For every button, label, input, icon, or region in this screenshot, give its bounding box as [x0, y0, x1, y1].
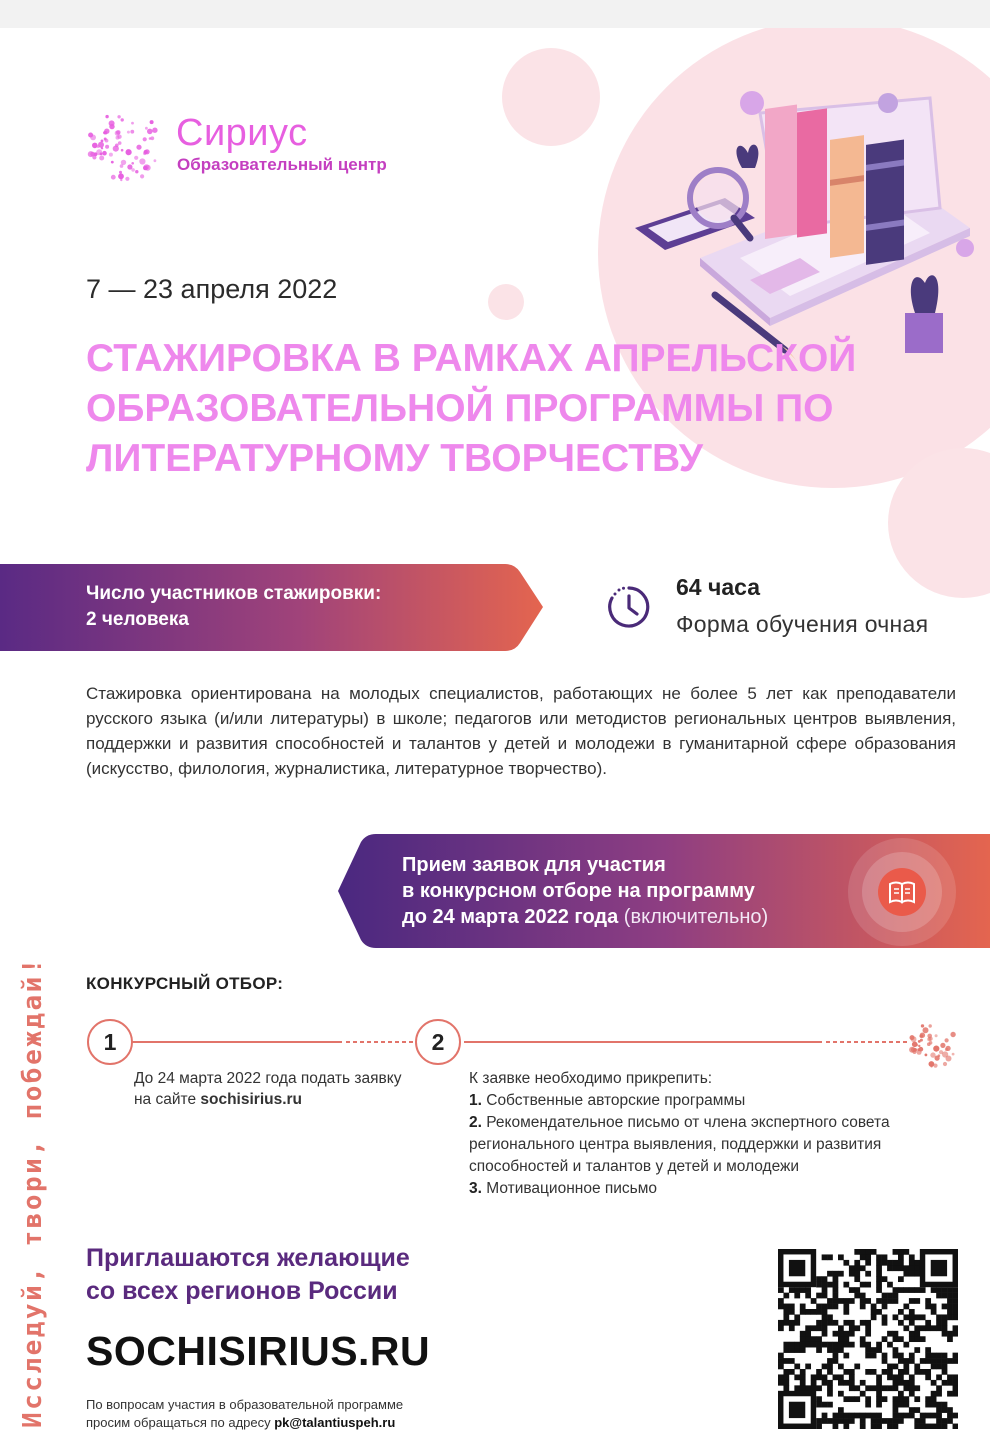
clock-icon — [606, 584, 652, 630]
steps-timeline — [130, 1028, 960, 1058]
step-2-item-text: Рекомендательное письмо от члена экспертного совета регионального центра выявления, поддержки и развития способностей и талантов у детей и молодежи — [469, 1114, 890, 1175]
application-deadline — [402, 852, 768, 930]
step-2-item-number: 1. — [469, 1092, 482, 1109]
page-title: СТАЖИРОВКА В РАМКАХ АПРЕЛЬСКОЙ ОБРАЗОВАТЕЛЬНОЙ ПРОГРАММЫ ПО ЛИТЕРАТУРНОМУ ТВОРЧЕСТВУ — [86, 337, 857, 480]
step-2-text — [469, 1068, 959, 1200]
step-1-text — [134, 1068, 404, 1110]
participants-info — [86, 581, 381, 633]
application-deadline-date: до 24 марта 2022 года — [402, 906, 619, 928]
website-link[interactable]: SOCHISIRIUS.RU — [86, 1328, 431, 1374]
timeline-dots-icon — [908, 1018, 960, 1070]
step-1-badge: 1 — [87, 1019, 133, 1065]
step-2-item-number: 2. — [469, 1114, 482, 1131]
step-1-instruction: До 24 марта 2022 года подать заявку на сайте — [134, 1070, 402, 1108]
participants-count: 2 человека — [86, 609, 189, 630]
sirius-logo-dots-icon — [86, 106, 164, 184]
contact-email-link[interactable]: pk@talantiuspeh.ru — [274, 1415, 396, 1430]
step-2-item — [469, 1090, 959, 1112]
application-line3 — [402, 904, 768, 930]
books-laptop-illustration — [630, 58, 980, 368]
study-form: Форма обучения очная — [676, 611, 929, 637]
contact-line2 — [86, 1414, 403, 1431]
step-2-intro: К заявке необходимо прикрепить: — [469, 1070, 713, 1087]
step-1-site-link[interactable]: sochisirius.ru — [200, 1091, 303, 1108]
event-dates: 7 — 23 апреля 2022 — [86, 274, 338, 304]
contact-info — [86, 1396, 403, 1431]
application-line1: Прием заявок для участия — [402, 854, 666, 876]
step-2-item — [469, 1178, 959, 1200]
step-2-item — [469, 1112, 959, 1178]
step-2-item-number: 3. — [469, 1180, 482, 1197]
invitation-text — [86, 1242, 410, 1308]
decor-circle-small — [502, 48, 600, 146]
step-2-item-text: Собственные авторские программы — [481, 1092, 746, 1109]
qr-code[interactable] — [778, 1249, 958, 1429]
participants-label: Число участников стажировки: — [86, 583, 382, 604]
step-2-item-text: Мотивационное письмо — [481, 1180, 658, 1197]
decor-circle-tiny — [488, 284, 524, 320]
logo-subtitle: Образовательный центр — [177, 155, 387, 174]
step-2-badge: 2 — [415, 1019, 461, 1065]
vertical-slogan: Исследуй, твори, побеждай! — [18, 956, 48, 1428]
program-hours: 64 часа — [676, 574, 760, 600]
selection-title: КОНКУРСНЫЙ ОТБОР: — [86, 974, 284, 993]
open-book-icon — [846, 836, 958, 948]
invitation-line2: со всех регионов России — [86, 1277, 398, 1305]
application-line2: в конкурсном отборе на программу — [402, 880, 755, 902]
poster — [0, 28, 990, 1431]
application-deadline-note: (включительно) — [618, 906, 769, 928]
program-description: Стажировка ориентирована на молодых специалистов, работающих не более 5 лет как преподаватели русского языка (и/или литературы) в школе; педагогов или методистов региональных центров выявления, поддержки и развития способностей и талантов у детей и молодежи в гуманитарной сфере образования (искусство, филология, журналистика, литературное творчество). — [86, 684, 956, 778]
logo-title: Сириус — [176, 112, 308, 154]
invitation-line1: Приглашаются желающие — [86, 1244, 410, 1272]
contact-line1: По вопросам участия в образовательной программе — [86, 1397, 404, 1412]
contact-prefix: просим обращаться по адресу — [86, 1415, 275, 1430]
